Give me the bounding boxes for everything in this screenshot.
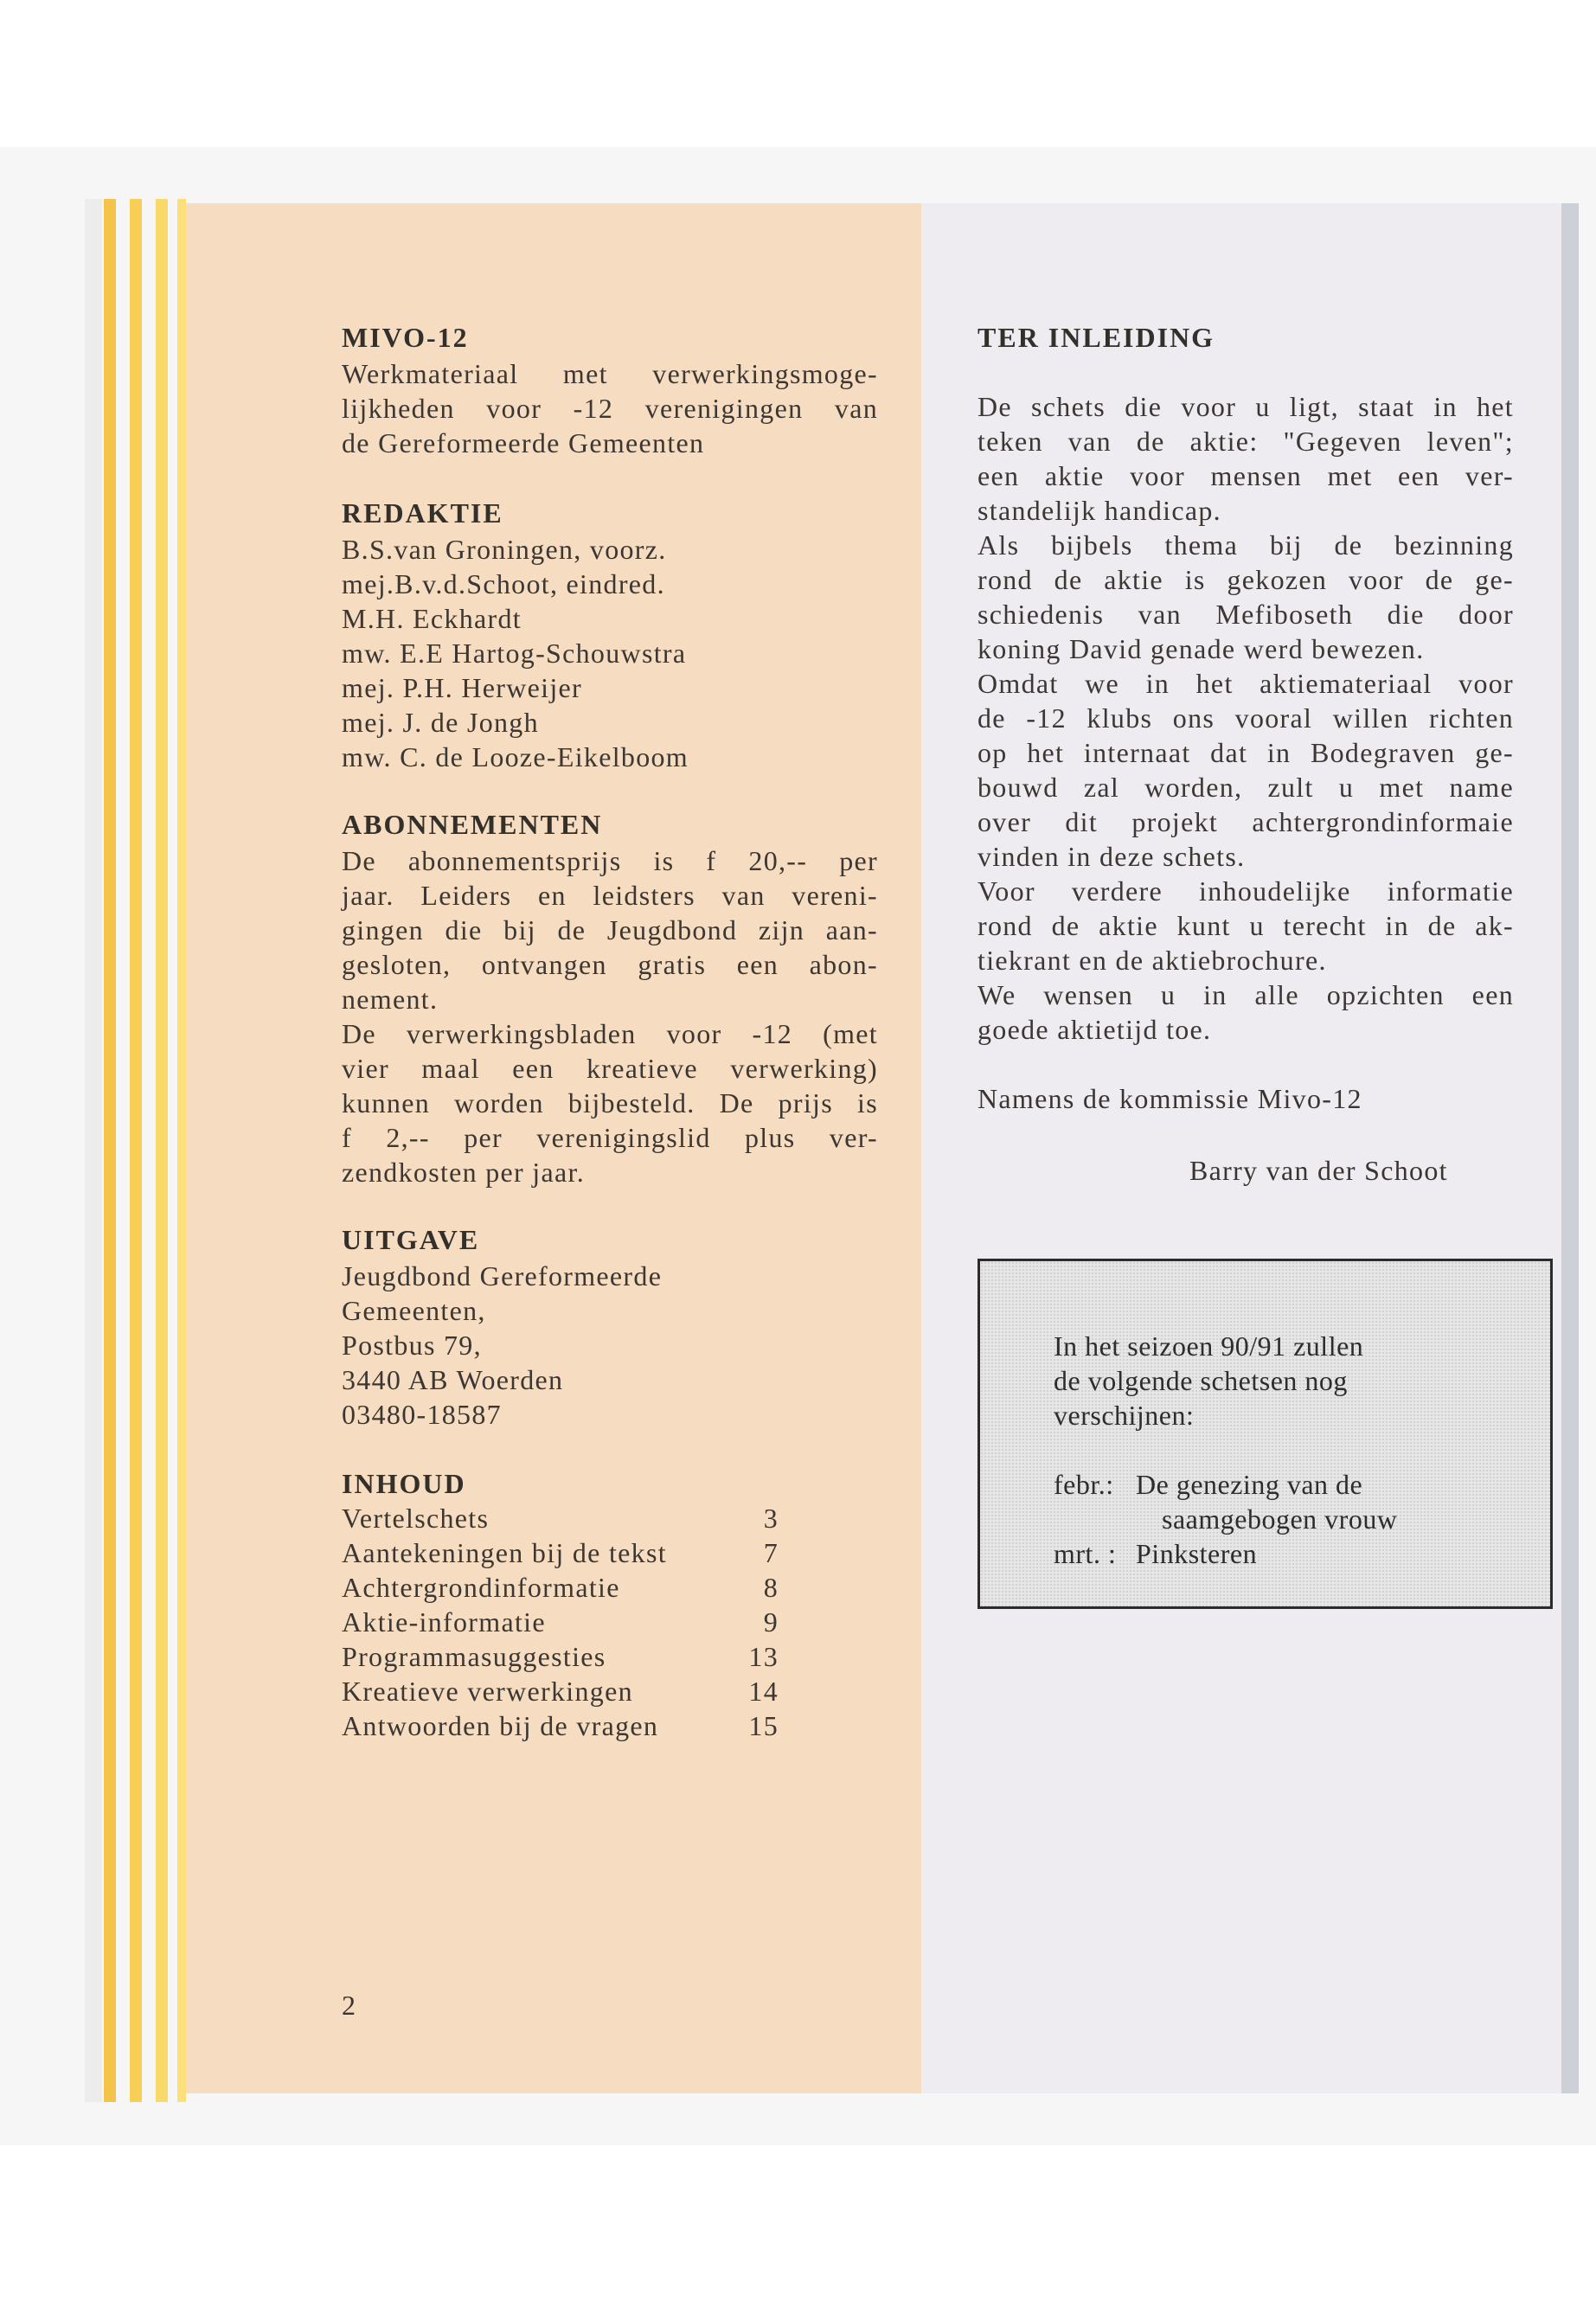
inleiding-text: De schets die voor u ligt, staat in het teken van de aktie: "Gegeven leven"; een aktie voor mensen met een ver- standelijk handicap. Als bijbels thema bij de bezinning rond de aktie is gekozen voor de ge- schiedenis van Mefiboseth die door koning David genade werd bewezen. Omdat we in het aktiemateriaal voor de -12 klubs ons vooral willen richten op het internaat dat in Bodegraven ge- bouwd zal worden, zult u met name over dit projekt achtergrondinformaie vinden in deze schets. Voor verdere inhoudelijke informatie rond de aktie kunt u terecht in de ak- tiekrant en de aktiebrochure. We wensen u in alle opzichten een goede aktietijd toe. [977, 391, 1514, 1045]
toc-item: Vertelschets 3 [342, 1503, 779, 1534]
toc-item: Aantekeningen bij de tekst 7 [342, 1537, 779, 1568]
redaktie-list: B.S.van Groningen, voorz. mej.B.v.d.Schoot, eindred. M.H. Eckhardt mw. E.E Hartog-Schouwstra mej. P.H. Herweijer mej. J. de Jongh mw. C. de Looze-Eikelboom [342, 534, 689, 772]
mivo-description: Werkmateriaal met verwerkingsmoge- lijkheden voor -12 verenigingen van de Gereformeerde Gemeenten [342, 358, 878, 458]
closing-line: Namens de kommissie Mivo-12 [977, 1083, 1362, 1114]
signature: Barry van der Schoot [1189, 1155, 1448, 1186]
toc-item: Programmasuggesties 13 [342, 1641, 779, 1672]
stacked-page-edge [156, 199, 168, 2102]
stacked-page-edge [104, 199, 116, 2102]
page-shadow [85, 199, 102, 2102]
abonnementen-text: De abonnementsprijs is f 20,-- per jaar. Leiders en leidsters van vereni- gingen die bij de Jeugdbond zijn aan- gesloten, ontvangen gratis een abon- nement. De verwerkingsbladen voor -12 (met vier maal een kreatieve verwerking) kunnen worden bijbesteld. De prijs is f 2,-- per verenigingslid plus ver- zendkosten per jaar. [342, 845, 878, 1188]
announcement-box [977, 1259, 1553, 1609]
toc-item: Antwoorden bij de vragen 15 [342, 1710, 779, 1741]
inhoud-heading: INHOUD [342, 1468, 466, 1499]
stacked-page-edge [177, 199, 186, 2102]
ter-inleiding-heading: TER INLEIDING [977, 322, 1215, 353]
schedule-row: febr.: De genezing van de [1054, 1469, 1363, 1500]
redaktie-heading: REDAKTIE [342, 497, 503, 529]
announcement-intro: In het seizoen 90/91 zullen de volgende schetsen nog verschijnen: [1054, 1330, 1364, 1431]
toc-item: Aktie-informatie 9 [342, 1606, 779, 1638]
announcement-schedule [1054, 1467, 1469, 1571]
table-of-contents [342, 1501, 779, 1743]
abonnementen-heading: ABONNEMENTEN [342, 809, 603, 840]
schedule-row: saamgebogen vrouw [1162, 1503, 1398, 1535]
schedule-row: mrt. : Pinksteren [1054, 1538, 1258, 1569]
toc-item: Kreatieve verwerkingen 14 [342, 1676, 779, 1707]
toc-item: Achtergrondinformatie 8 [342, 1572, 779, 1603]
mivo-heading: MIVO-12 [342, 322, 469, 353]
stacked-page-edge [130, 199, 142, 2102]
uitgave-heading: UITGAVE [342, 1224, 480, 1255]
page-number: 2 [342, 1990, 356, 2021]
uitgave-address: Jeugdbond Gereformeerde Gemeenten, Postbus 79, 3440 AB Woerden 03480-18587 [342, 1260, 663, 1430]
right-page-edge [1561, 203, 1579, 2093]
